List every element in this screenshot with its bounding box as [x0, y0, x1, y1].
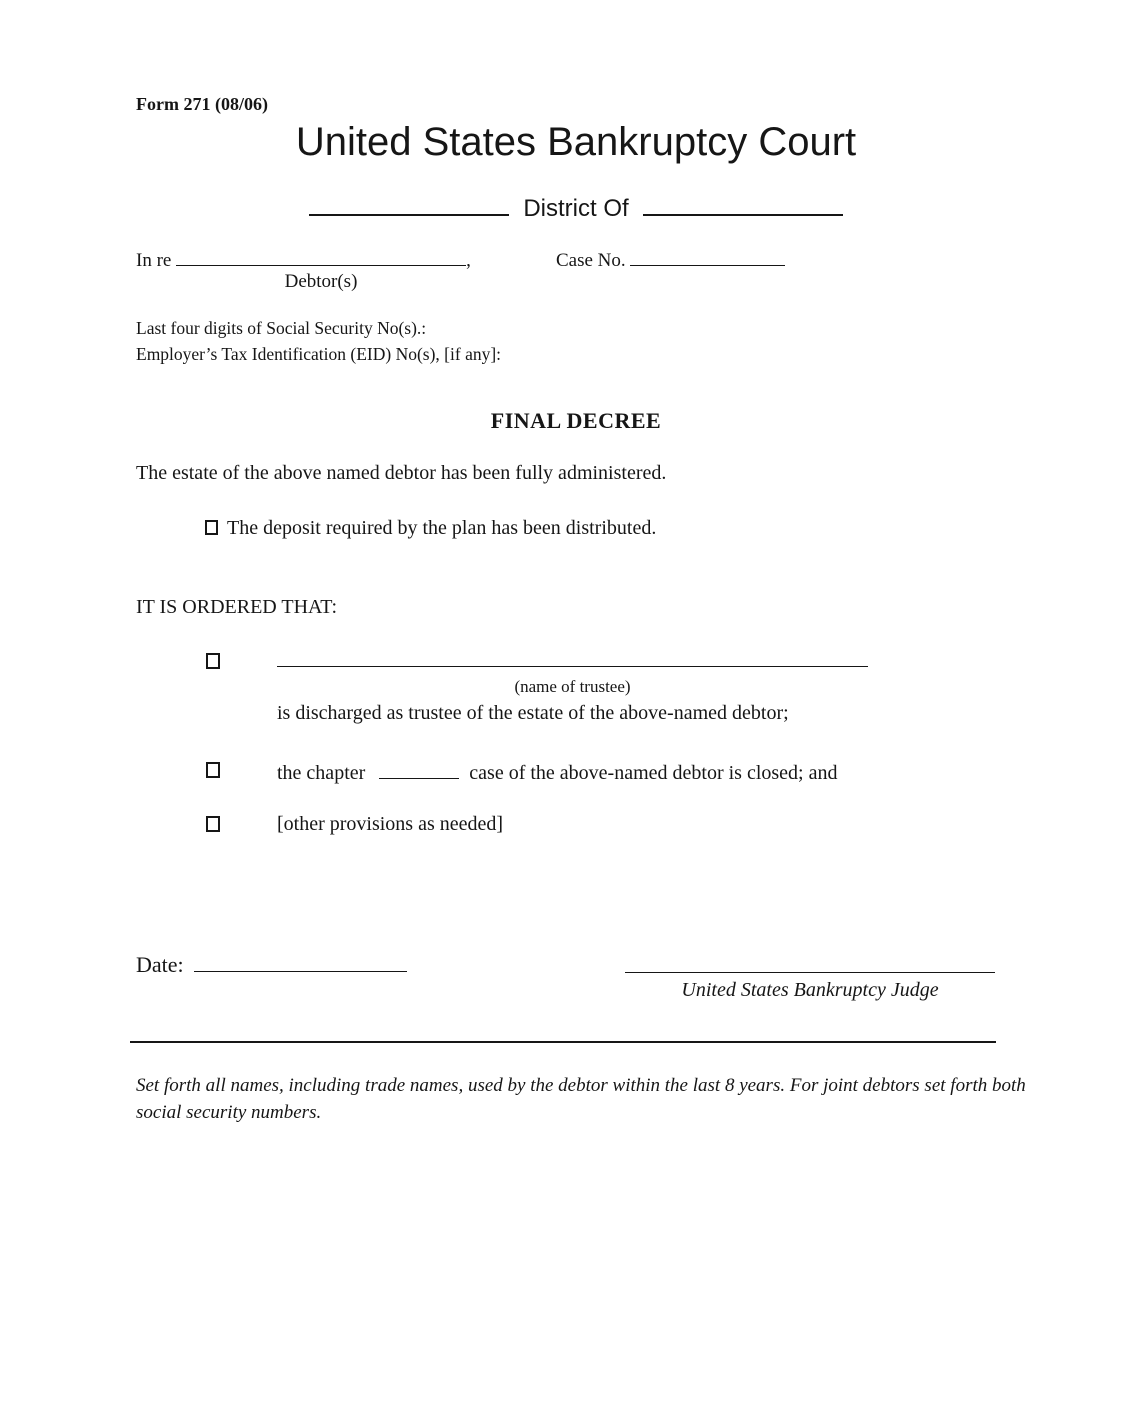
in-re-label: In re [136, 250, 172, 271]
footnote-text: Set forth all names, including trade names, used by the debtor within the last 8 years. For joint debtors set forth both social security numbers. [136, 1075, 1026, 1123]
other-provisions-text: [other provisions as needed] [277, 813, 504, 835]
chapter-text-after: case of the above-named debtor is closed; and [469, 762, 838, 784]
trustee-discharge-text: is discharged as trustee of the estate of the above-named debtor; [277, 702, 789, 724]
date-field[interactable] [194, 949, 407, 972]
in-re-row [136, 246, 996, 272]
form-number: Form 271 (08/06) [136, 94, 268, 114]
eid-label: Employer’s Tax Identification (EID) No(s), [if any]: [136, 344, 502, 364]
district-row [30, 190, 1122, 223]
trustee-discharge-checkbox[interactable] [206, 653, 220, 669]
case-closed-checkbox[interactable] [206, 762, 220, 778]
date-label: Date: [136, 952, 184, 977]
page-title: United States Bankruptcy Court [295, 120, 857, 164]
case-no-field[interactable] [630, 246, 785, 266]
judge-title-label: United States Bankruptcy Judge [681, 979, 939, 1001]
case-no-label: Case No. [556, 250, 626, 271]
deposit-distributed-row [205, 517, 656, 540]
district-label: District Of [523, 195, 629, 222]
district-name-field[interactable] [643, 190, 843, 216]
case-closed-row [277, 758, 837, 785]
it-is-ordered-heading: IT IS ORDERED THAT: [136, 596, 338, 618]
footnote-divider [130, 1041, 996, 1043]
date-row [136, 949, 407, 978]
deposit-checkbox[interactable] [205, 520, 218, 535]
case-no-group [556, 246, 785, 272]
deposit-label: The deposit required by the plan has been distributed. [227, 517, 657, 539]
trustee-name-field[interactable] [277, 650, 868, 667]
ssn-label: Last four digits of Social Security No(s).: [136, 318, 427, 338]
identification-block [136, 315, 501, 367]
chapter-number-field[interactable] [379, 758, 459, 779]
other-provisions-checkbox[interactable] [206, 816, 220, 832]
chapter-text-before: the chapter [277, 762, 366, 784]
estate-administered-text: The estate of the above named debtor has been fully administered. [136, 462, 667, 484]
in-re-comma: , [466, 250, 471, 271]
district-state-field[interactable] [309, 190, 509, 216]
trustee-name-caption: (name of trustee) [514, 677, 631, 696]
debtor-name-field[interactable] [176, 246, 466, 266]
judge-signature-field[interactable] [625, 950, 995, 973]
final-decree-heading: FINAL DECREE [490, 408, 662, 433]
debtor-label: Debtor(s) [284, 271, 358, 292]
